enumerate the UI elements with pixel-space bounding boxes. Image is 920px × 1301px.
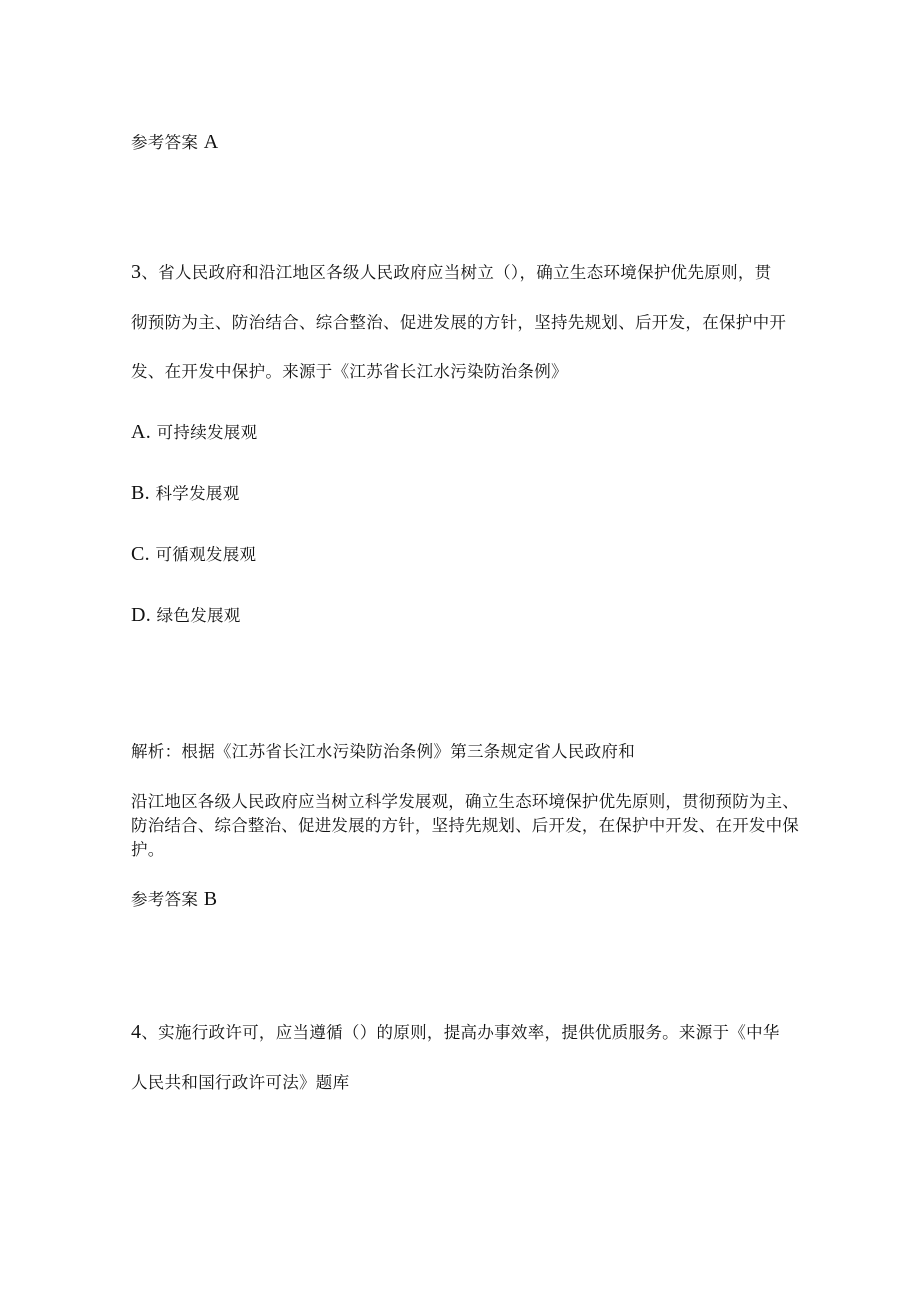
question-separator: 、 [141, 1023, 159, 1042]
answer-line-2 [131, 889, 217, 910]
question-4-line-1 [131, 1022, 780, 1043]
option-text: 可循观发展观 [155, 545, 257, 564]
answer-label: 参考答案 [131, 890, 199, 909]
option-b [131, 483, 240, 504]
question-separator: 、 [141, 263, 159, 282]
question-number: 3 [131, 261, 142, 283]
option-letter: D. [131, 604, 152, 626]
option-text: 绿色发展观 [156, 606, 241, 625]
option-letter: B. [131, 482, 150, 504]
answer-value: B [203, 888, 218, 910]
option-a [131, 422, 257, 443]
analysis-paragraph: 沿江地区各级人民政府应当树立科学发展观，确立生态环境保护优先原则，贯彻预防为主、防治结合、综合整治、促进发展的方针，坚持先规划、后开发，在保护中开发、在开发中保护。 [131, 792, 799, 859]
answer-value: A [203, 131, 219, 153]
answer-line-1 [131, 132, 219, 153]
option-letter: A. [131, 421, 152, 443]
question-text: 实施行政许可，应当遵循（）的原则，提高办事效率，提供优质服务。来源于《中华 [158, 1023, 780, 1042]
question-3-line-1 [131, 262, 771, 283]
question-text: 省人民政府和沿江地区各级人民政府应当树立（），确立生态环境保护优先原则，贯 [158, 263, 772, 282]
option-text: 可持续发展观 [156, 423, 258, 442]
analysis-line-1: 解析：根据《江苏省长江水污染防治条例》第三条规定省人民政府和 [131, 742, 635, 761]
option-c [131, 544, 256, 565]
answer-label: 参考答案 [131, 133, 199, 152]
option-d [131, 605, 241, 626]
question-4-line-2: 人民共和国行政许可法》题库 [131, 1073, 350, 1092]
option-text: 科学发展观 [155, 484, 240, 503]
question-number: 4 [131, 1021, 142, 1043]
question-3-line-2: 彻预防为主、防治结合、综合整治、促进发展的方针，坚持先规划、后开发，在保护中开 [131, 313, 787, 332]
question-3-line-3: 发、在开发中保护。来源于《江苏省长江水污染防治条例》 [131, 362, 568, 381]
option-letter: C. [131, 543, 150, 565]
